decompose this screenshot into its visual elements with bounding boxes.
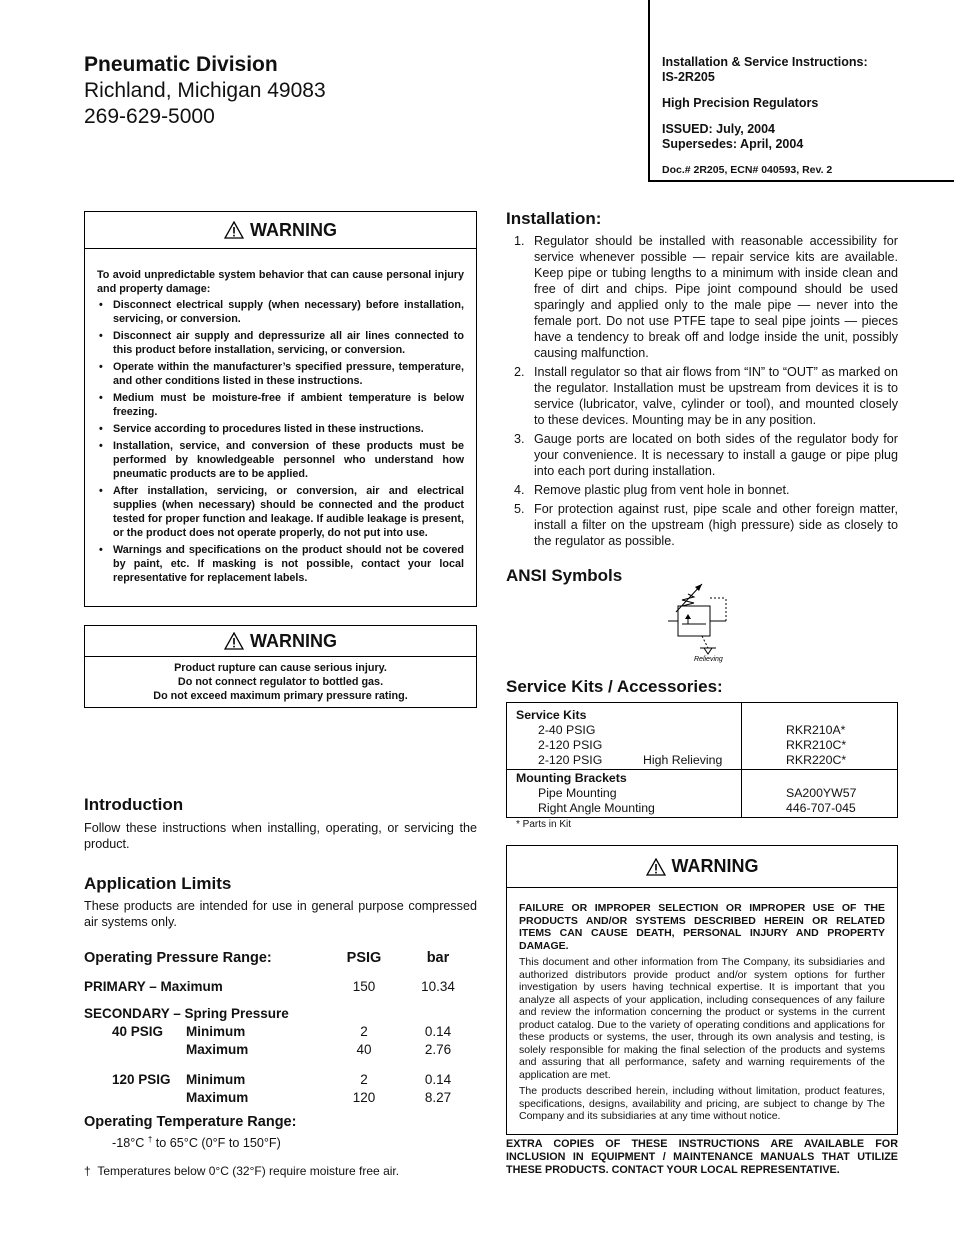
document-info-box bbox=[648, 0, 954, 182]
range-120-label: 120 PSIG bbox=[112, 1072, 171, 1087]
kit-part: RKR210C* bbox=[786, 738, 847, 752]
bracket-part: 446-707-045 bbox=[786, 801, 856, 815]
warning-header bbox=[85, 626, 476, 657]
company-address: Richland, Michigan 49083 bbox=[84, 79, 326, 102]
column-header-bar: bar bbox=[426, 950, 450, 966]
doc-product: High Precision Regulators bbox=[662, 96, 819, 110]
warning-item: • Disconnect air supply and depressurize all air lines connected to this product before installation, servicing, or conversion. bbox=[97, 329, 464, 357]
doc-issued: ISSUED: July, 2004 bbox=[662, 122, 776, 136]
warning-list bbox=[97, 298, 464, 585]
step-text: Gauge ports are located on both sides of the regulator body for your convenience. It is necessary to install a gauge or pipe plug into each port during installation. bbox=[534, 432, 898, 478]
kit-note: High Relieving bbox=[643, 753, 723, 767]
company-block bbox=[84, 52, 504, 130]
range-40-max-bar: 2.76 bbox=[424, 1042, 452, 1057]
warning-item: • Disconnect electrical supply (when necessary) before installation, servicing, or conversion. bbox=[97, 298, 464, 326]
kit-range: 2-120 PSIG bbox=[538, 738, 603, 752]
installation-step: 4. Remove plastic plug from vent hole in bonnet. bbox=[514, 483, 790, 497]
service-kits-label: Service Kits bbox=[516, 708, 587, 722]
bracket-name: Right Angle Mounting bbox=[538, 801, 655, 815]
doc-title-line2: IS-2R205 bbox=[662, 70, 715, 84]
range-40-min-psig: 2 bbox=[360, 1024, 368, 1039]
extra-copies-notice: EXTRA COPIES OF THESE INSTRUCTIONS ARE AVAILABLE FOR INCLUSION IN EQUIPMENT / MAINTENANCE MANUALS THAT UTILIZE THESE PRODUCTS. CONTACT YOUR LOCAL REPRESENTATIVE. bbox=[506, 1138, 898, 1176]
warning-box-general bbox=[84, 211, 477, 607]
warning-line: Do not exceed maximum primary pressure rating. bbox=[153, 690, 408, 702]
installation-step: 2. Install regulator so that air flows from “IN” to “OUT” as marked on the regulator. Installation must be upstream from devices it is to service (lubricator, valve, cylinder or tool), and mounted closely to these devices. Mounting may be in any position. bbox=[514, 365, 898, 427]
warning-caps-text: FAILURE OR IMPROPER SELECTION OR IMPROPER USE OF THE PRODUCTS AND/OR SYSTEMS DESCRIBED HEREIN OR RELATED ITEMS CAN CAUSE DEATH, PERSONAL INJURY AND PROPERTY DAMAGE. bbox=[519, 902, 885, 952]
warning-item: • Warnings and specifications on the product should not be covered by paint, etc. If masking is not possible, contact your local representative for replacement labels. bbox=[97, 543, 464, 585]
column-header-psig: PSIG bbox=[346, 950, 382, 966]
range-40-min-bar: 0.14 bbox=[424, 1024, 452, 1039]
primary-psig: 150 bbox=[352, 979, 376, 994]
installation-step: 5. For protection against rust, pipe scale and other foreign matter, install a filter on the upstream (high pressure) side as closely to the regulator as possible. bbox=[514, 502, 898, 548]
step-text: For protection against rust, pipe scale and other foreign matter, install a filter on the upstream (high pressure) side as closely to the regulator as possible. bbox=[534, 502, 898, 548]
warning-body bbox=[507, 888, 897, 1123]
company-phone: 269-629-5000 bbox=[84, 105, 215, 128]
doc-number: Doc.# 2R205, ECN# 040593, Rev. 2 bbox=[662, 164, 833, 176]
range-120-max-label: Maximum bbox=[186, 1090, 249, 1105]
warning-header bbox=[85, 212, 476, 249]
installation-heading: Installation: bbox=[506, 209, 602, 228]
warning-item: • Service according to procedures listed in these instructions. bbox=[97, 422, 464, 436]
regulator-symbol-icon bbox=[668, 578, 748, 664]
kit-range: 2-120 PSIG bbox=[538, 753, 603, 767]
parts-in-kit-note: * Parts in Kit bbox=[516, 819, 572, 830]
installation-step: 1. Regulator should be installed with reasonable accessibility for service whenever possible — repair service kits are available. Keep pipe or tubing lengths to a minimum with inside clean and free of dirt and chips. Pipe joint compound should be used sparingly and applied only to the male pipe — never into the female port. Do not use PTFE tape to seal pipe joints — pieces have a tendency to break off and lodge inside the unit, possibly causing malfunction. bbox=[514, 234, 898, 360]
table-divider bbox=[741, 703, 742, 817]
warning-line: Do not connect regulator to bottled gas. bbox=[177, 676, 384, 688]
table-divider bbox=[507, 769, 897, 770]
temperature-range bbox=[112, 1135, 281, 1150]
warning-triangle-icon bbox=[224, 632, 244, 650]
warning-header bbox=[507, 846, 897, 888]
temperature-heading: Operating Temperature Range: bbox=[84, 1114, 297, 1130]
mounting-brackets-label: Mounting Brackets bbox=[516, 771, 627, 785]
kit-part: RKR220C* bbox=[786, 753, 847, 767]
warning-item: • Operate within the manufacturer’s specified pressure, temperature, and other conditions listed in these instructions. bbox=[97, 360, 464, 388]
range-120-max-psig: 120 bbox=[352, 1090, 376, 1105]
relieving-regulator-symbol bbox=[668, 578, 748, 664]
doc-title-line1: Installation & Service Instructions: bbox=[662, 55, 868, 69]
kit-part: RKR210A* bbox=[786, 723, 846, 737]
range-120-min-bar: 0.14 bbox=[424, 1072, 452, 1087]
installation-steps bbox=[506, 233, 898, 552]
primary-label: PRIMARY – Maximum bbox=[84, 979, 223, 994]
bracket-name: Pipe Mounting bbox=[538, 786, 617, 800]
temperature-range-end: to 65°C (0°F to 150°F) bbox=[152, 1136, 281, 1151]
warning-title: WARNING bbox=[250, 630, 337, 651]
range-40-min-label: Minimum bbox=[186, 1024, 246, 1039]
step-text: Regulator should be installed with reasonable accessibility for service whenever possible — repair service kits are available. Keep pipe or tubing lengths to a minimum with inside clean and free of dirt and chips. Pipe joint compound should be used sparingly and applied only to the male pipe — never into the female port. Do not use PTFE tape to seal pipe joints — pieces have a tendency to break off and lodge inside the unit, possibly causing malfunction. bbox=[534, 234, 898, 360]
installation-step: 3. Gauge ports are located on both sides of the regulator body for your convenience. It is necessary to install a gauge or pipe plug into each port during installation. bbox=[514, 432, 898, 478]
warning-paragraph: This document and other information from The Company, its subsidiaries and authorized distributors provide product and/or system options for further investigation by users having technical expertise. It is important that you analyze all aspects of your application, including consequences of any failure and review the information concerning the product or systems in the current product catalog. Due to the variety of operating conditions and applications for these products or systems, the user, through its own analysis and testing, is solely responsible for making the final selection of the products and systems and assuring that all performance, safety and warning requirements of the application are met. bbox=[519, 956, 885, 1081]
step-text: Remove plastic plug from vent hole in bonnet. bbox=[534, 483, 790, 497]
kit-range: 2-40 PSIG bbox=[538, 723, 596, 737]
service-kits-heading: Service Kits / Accessories: bbox=[506, 677, 723, 696]
warning-title: WARNING bbox=[250, 219, 337, 240]
footnote-mark: † bbox=[84, 1164, 91, 1178]
range-40-label: 40 PSIG bbox=[112, 1024, 164, 1039]
application-limits-text: These products are intended for use in general purpose compressed air systems only. bbox=[84, 899, 477, 929]
range-120-min-label: Minimum bbox=[186, 1072, 246, 1087]
company-name: Pneumatic Division bbox=[84, 53, 278, 76]
warning-box-rupture bbox=[84, 625, 477, 708]
primary-bar: 10.34 bbox=[421, 979, 455, 994]
secondary-label: SECONDARY – Spring Pressure bbox=[84, 1006, 289, 1021]
step-text: Install regulator so that air flows from “IN” to “OUT” as marked on the regulator. Installation must be upstream from devices it is to service (lubricator, valve, cylinder or tool), and mounted closely to these devices. Mounting may be in any position. bbox=[534, 365, 898, 427]
range-40-max-psig: 40 bbox=[356, 1042, 372, 1057]
warning-triangle-icon bbox=[224, 221, 244, 239]
temperature-footnote bbox=[84, 1164, 399, 1178]
introduction-text: Follow these instructions when installing, operating, or servicing the product. bbox=[84, 821, 477, 851]
warning-item: • Medium must be moisture-free if ambient temperature is below freezing. bbox=[97, 391, 464, 419]
warning-paragraph: The products described herein, including without limitation, product features, specifications, designs, availability and pricing, are subject to change by The Company and its subsidiaries at any time without notice. bbox=[519, 1085, 885, 1122]
warning-item: • Installation, service, and conversion of these products must be performed by knowledgeable personnel who understand how pneumatic products are to be applied. bbox=[97, 439, 464, 481]
warning-triangle-icon bbox=[646, 858, 666, 876]
warning-body bbox=[85, 657, 476, 703]
footnote-text: Temperatures below 0°C (32°F) require moisture free air. bbox=[97, 1164, 400, 1178]
bracket-part: SA200YW57 bbox=[786, 786, 857, 800]
warning-line: Product rupture can cause serious injury. bbox=[174, 662, 387, 674]
warning-intro: To avoid unpredictable system behavior that can cause personal injury and property damage: bbox=[97, 269, 464, 295]
temperature-range-start: -18°C bbox=[112, 1136, 145, 1151]
dagger-mark: † bbox=[147, 1135, 153, 1144]
warning-item: • After installation, servicing, or conversion, air and electrical supplies (when necessary) should be connected and the product tested for proper function and leakage. If audible leakage is present, or the product does not operate properly, do not put into use. bbox=[97, 484, 464, 540]
symbol-caption: Relieving bbox=[694, 656, 723, 663]
warning-box-liability bbox=[506, 845, 898, 1135]
warning-title: WARNING bbox=[671, 856, 759, 876]
range-120-max-bar: 8.27 bbox=[424, 1090, 452, 1105]
application-limits-heading: Application Limits bbox=[84, 874, 232, 893]
introduction-heading: Introduction bbox=[84, 795, 184, 814]
range-120-min-psig: 2 bbox=[360, 1072, 368, 1087]
ansi-symbols-heading: ANSI Symbols bbox=[506, 566, 623, 585]
range-40-max-label: Maximum bbox=[186, 1042, 249, 1057]
service-kits-table bbox=[506, 702, 898, 818]
doc-supersedes: Supersedes: April, 2004 bbox=[662, 137, 804, 151]
pressure-range-heading: Operating Pressure Range: bbox=[84, 950, 272, 966]
